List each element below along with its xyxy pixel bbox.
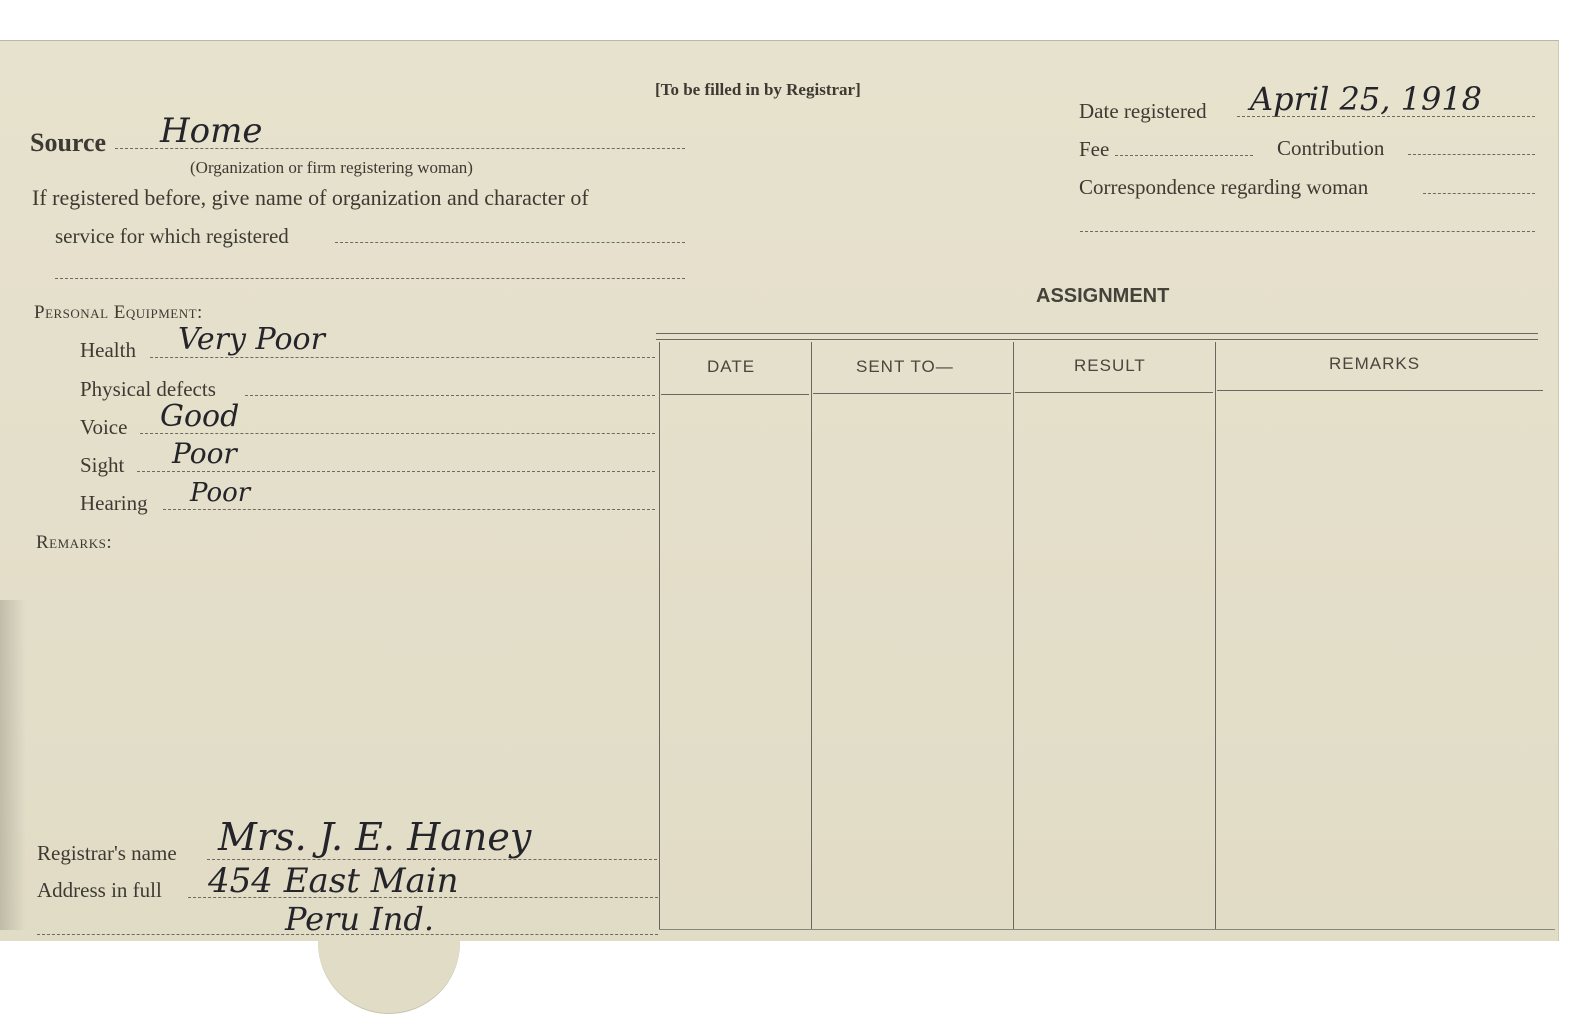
- health-value: Very Poor: [178, 322, 325, 357]
- voice-label: Voice: [80, 415, 128, 439]
- registrar-name-value: Mrs. J. E. Haney: [218, 815, 532, 859]
- column-divider-3: [1215, 342, 1216, 930]
- hearing-label: Hearing: [80, 491, 148, 515]
- prev-registration-text-1: If registered before, give name of organization and character of: [32, 185, 589, 210]
- source-caption: (Organization or firm registering woman): [190, 158, 473, 177]
- source-label: Source: [30, 128, 107, 157]
- table-bottom-rule: [659, 929, 1555, 930]
- registrar-note: [To be filled in by Registrar]: [655, 80, 861, 99]
- correspondence-line-1: [1423, 193, 1535, 194]
- column-header-result: RESULT: [1074, 356, 1146, 375]
- column-divider-1: [811, 342, 812, 930]
- sight-value: Poor: [172, 437, 237, 470]
- prev-registration-text-2: service for which registered: [55, 224, 289, 248]
- address-label: Address in full: [37, 878, 162, 902]
- sight-line: [137, 471, 655, 472]
- voice-value: Good: [160, 399, 240, 434]
- prev-registration-line-1: [335, 242, 685, 243]
- column-divider-2: [1013, 342, 1014, 930]
- address-value-2: Peru Ind.: [285, 900, 435, 938]
- fee-line: [1115, 155, 1253, 156]
- physical-defects-label: Physical defects: [80, 377, 216, 401]
- header-rule-sent-to: [813, 393, 1011, 394]
- prev-registration-line-2: [55, 278, 685, 279]
- correspondence-label: Correspondence regarding woman: [1079, 175, 1369, 199]
- registrar-name-line: [207, 859, 657, 860]
- table-top-rule: [656, 333, 1538, 334]
- assignment-title: ASSIGNMENT: [1036, 285, 1170, 307]
- address-value-1: 454 East Main: [208, 861, 459, 901]
- contribution-line: [1408, 154, 1535, 155]
- table-left-border: [659, 342, 660, 930]
- table-top-rule-inner: [656, 339, 1538, 340]
- card-wear-stain: [0, 600, 26, 930]
- fee-label: Fee: [1079, 137, 1110, 161]
- column-header-remarks: REMARKS: [1329, 354, 1421, 373]
- source-value: Home: [160, 111, 263, 151]
- physical-defects-line: [245, 395, 655, 396]
- header-rule-result: [1015, 392, 1213, 393]
- column-header-date: DATE: [707, 357, 756, 376]
- date-registered-value: April 25, 1918: [1250, 80, 1483, 118]
- health-line: [150, 357, 655, 358]
- hearing-line: [163, 509, 655, 510]
- personal-equipment-heading: Personal Equipment:: [34, 302, 203, 323]
- sight-label: Sight: [80, 453, 125, 477]
- card-tab: [318, 925, 460, 1013]
- header-rule-date: [661, 394, 809, 395]
- date-registered-label: Date registered: [1079, 99, 1207, 123]
- remarks-label: Remarks:: [36, 532, 113, 553]
- health-label: Health: [80, 338, 136, 362]
- hearing-value: Poor: [190, 478, 251, 508]
- registrar-name-label: Registrar's name: [37, 841, 177, 865]
- correspondence-line-2: [1080, 231, 1535, 232]
- column-header-sent-to: SENT TO—: [856, 357, 954, 376]
- header-rule-remarks: [1217, 390, 1543, 391]
- contribution-label: Contribution: [1277, 136, 1385, 160]
